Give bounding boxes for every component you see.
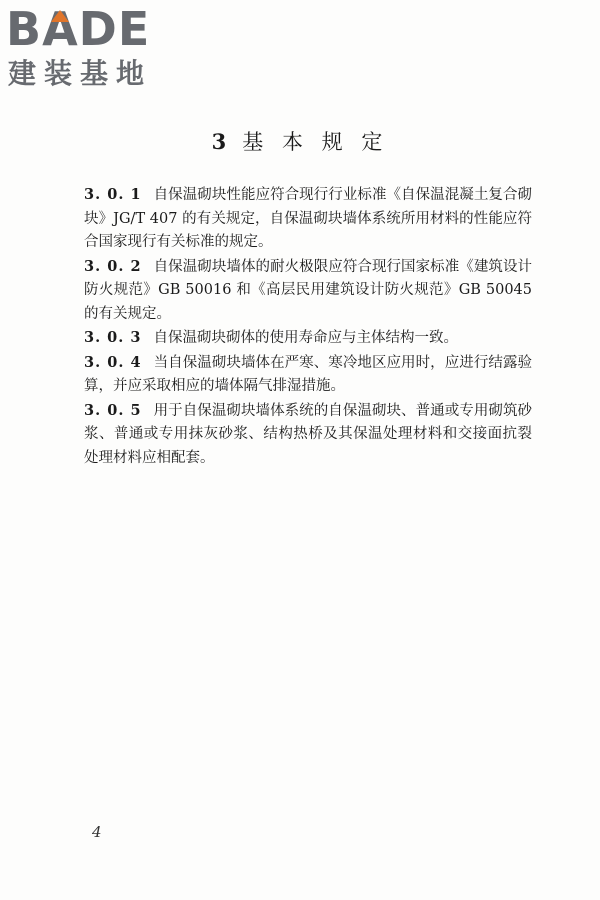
clause-text: 用于自保温砌块墙体系统的自保温砌块、普通或专用砌筑砂浆、普通或专用抹灰砂浆、结构热桥及其保温处理材料和交接面抗裂处理材料应相配套。 xyxy=(84,402,532,466)
logo-letter-b: B xyxy=(6,2,43,56)
page-number: 4 xyxy=(92,823,102,841)
clause-number: 3. 0. 2 xyxy=(84,257,142,275)
clause-text: 自保温砌块性能应符合现行行业标准《自保温混凝土复合砌块》JG/T 407 的有关规定，自保温砌块墙体系统所用材料的性能应符合国家现行有关标准的规定。 xyxy=(84,187,532,250)
clause-number: 3. 0. 5 xyxy=(84,401,142,419)
bade-logo xyxy=(6,4,176,94)
clause-list xyxy=(84,183,532,470)
chapter-title xyxy=(0,126,600,156)
clause-3-0-5 xyxy=(84,399,532,471)
logo-chinese-name: 建装基地 xyxy=(8,57,153,90)
clause-3-0-3 xyxy=(84,326,532,351)
logo-accent-triangle xyxy=(51,10,69,22)
clause-text: 当自保温砌块墙体在严寒、寒冷地区应用时，应进行结露验算，并应采取相应的墙体隔气排湿措施。 xyxy=(84,354,532,394)
logo-letter-a xyxy=(42,4,79,54)
clause-number: 3. 0. 4 xyxy=(84,353,142,371)
clause-3-0-4 xyxy=(84,351,532,399)
clause-number: 3. 0. 1 xyxy=(84,186,142,203)
clause-text: 自保温砌块墙体的耐火极限应符合现行国家标准《建筑设计防火规范》GB 50016 和《高层民用建筑设计防火规范》GB 50045 的有关规定。 xyxy=(84,258,532,322)
chapter-number: 3 xyxy=(211,129,233,154)
clause-3-0-1 xyxy=(84,183,532,255)
clause-number: 3. 0. 3 xyxy=(84,329,142,346)
logo-letters-de: DE xyxy=(78,2,151,56)
clause-text: 自保温砌块砌体的使用寿命应与主体结构一致。 xyxy=(153,330,458,346)
clause-3-0-2 xyxy=(84,255,532,327)
logo-letter-a-text: A xyxy=(42,2,79,56)
logo-wordmark xyxy=(6,4,150,54)
chapter-title-text: 基 本 规 定 xyxy=(242,130,389,154)
